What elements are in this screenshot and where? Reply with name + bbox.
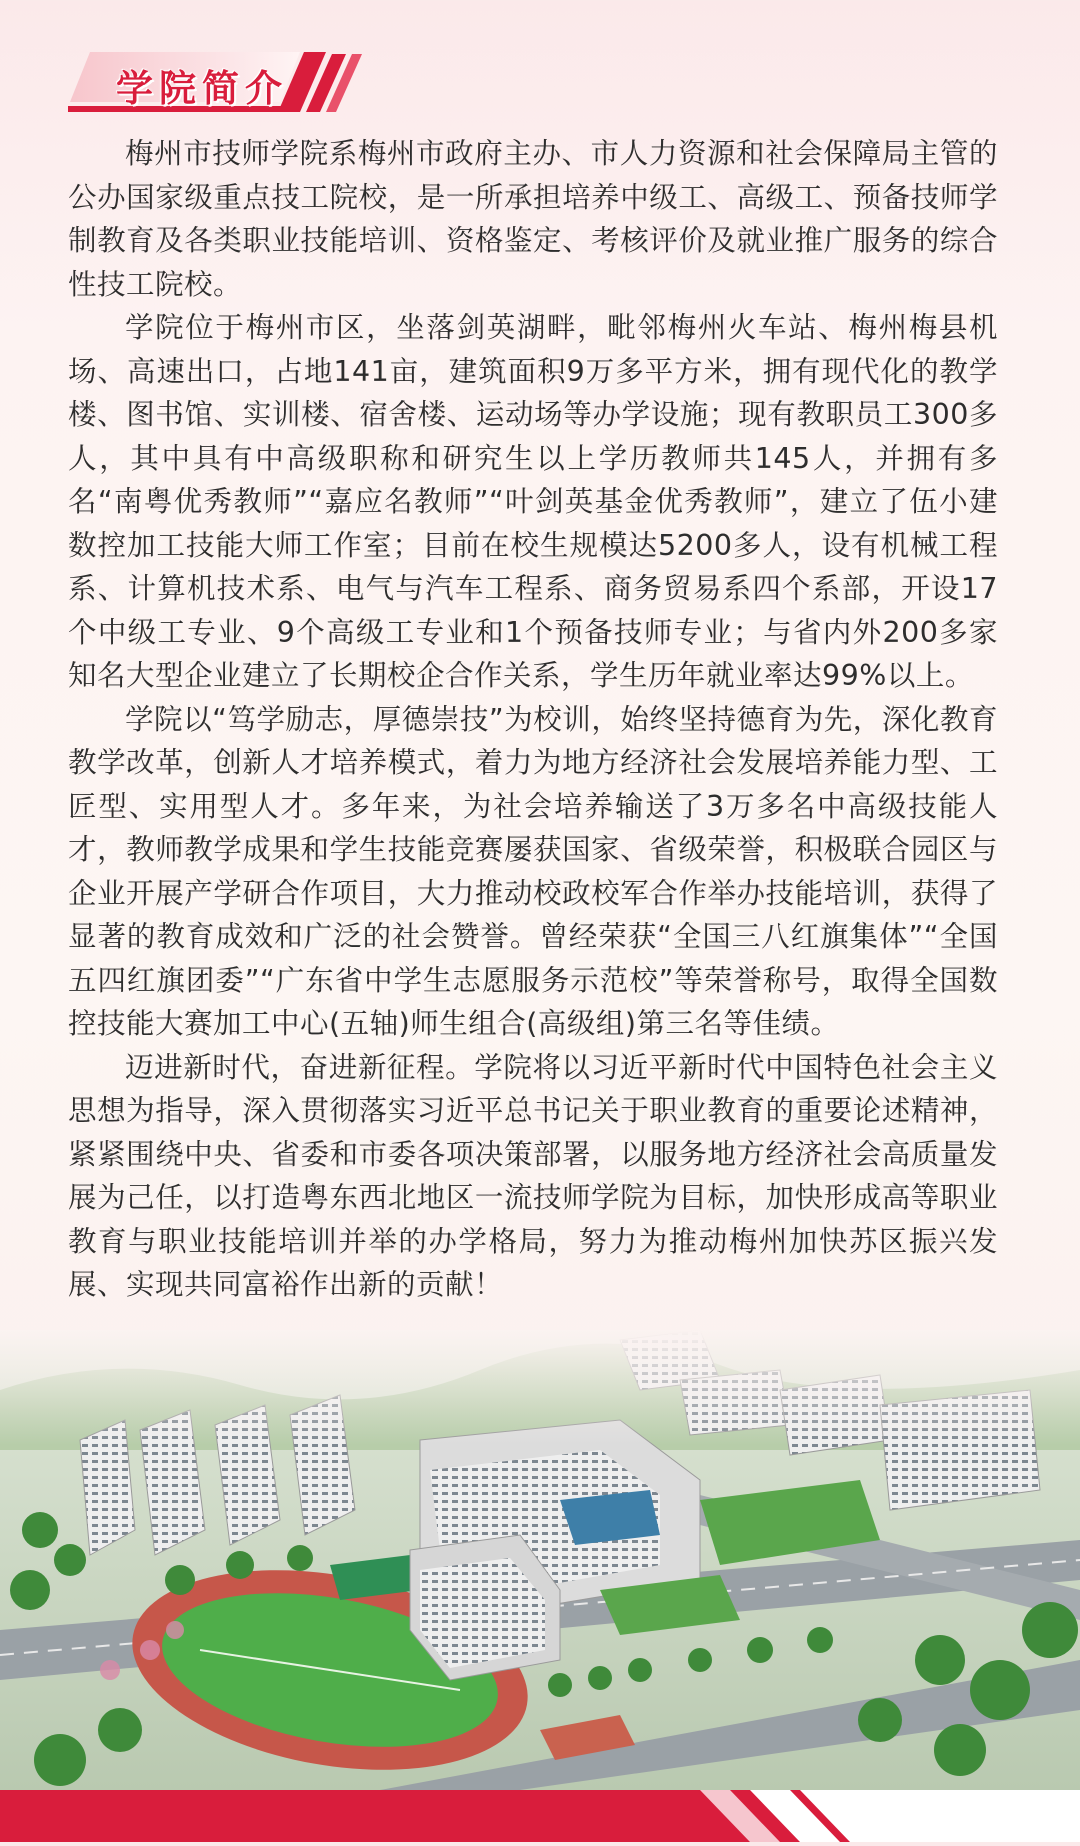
intro-paragraph: 学院位于梅州市区，坐落剑英湖畔，毗邻梅州火车站、梅州梅县机场、高速出口，占地141亩，建筑面积9万多平方米，拥有现代化的教学楼、图书馆、实训楼、宿舍楼、运动场等办学设施；现有教职员工300多人，其中具有中高级职称和研究生以上学历教师共145人，并拥有多名“南粤优秀教师”“嘉应名教师”“叶剑英基金优秀教师”，建立了伍小建数控加工技能大师工作室；目前在校生规模达5200多人，设有机械工程系、计算机技术系、电气与汽车工程系、商务贸易系四个系部，开设17个中级工专业、9个高级工专业和1个预备技师专业；与省内外200多家知名大型企业建立了长期校企合作关系，学生历年就业率达99%以上。 xyxy=(68,311,998,692)
section-title-banner xyxy=(68,50,368,120)
intro-paragraph: 梅州市技师学院系梅州市政府主办、市人力资源和社会保障局主管的公办国家级重点技工院校，是一所承担培养中级工、高级工、预备技师学制教育及各类职业技能培训、资格鉴定、考核评价及就业推广服务的综合性技工院校。 xyxy=(68,137,998,301)
campus-illustration xyxy=(0,1330,1080,1790)
page-title: 学院简介 xyxy=(116,67,288,110)
intro-paragraph: 迈进新时代，奋进新征程。学院将以习近平新时代中国特色社会主义思想为指导，深入贯彻落实习近平总书记关于职业教育的重要论述精神，紧紧围绕中央、省委和市委各项决策部署，以服务地方经济社会高质量发展为己任，以打造粤东西北地区一流技师学院为目标，加快形成高等职业教育与职业技能培训并举的办学格局，努力为推动梅州加快苏区振兴发展、实现共同富裕作出新的贡献！ xyxy=(68,1050,998,1301)
intro-text xyxy=(68,132,998,1307)
intro-paragraph: 学院以“笃学励志，厚德崇技”为校训，始终坚持德育为先，深化教育教学改革，创新人才培养模式，着力为地方经济社会发展培养能力型、工匠型、实用型人才。多年来，为社会培养输送了3万多名中高级技能人才，教师教学成果和学生技能竞赛屡获国家、省级荣誉，积极联合园区与企业开展产学研合作项目，大力推动校政校军合作举办技能培训，获得了显著的教育成效和广泛的社会赞誉。曾经荣获“全国三八红旗集体”“全国五四红旗团委”“广东省中学生志愿服务示范校”等荣誉称号，取得全国数控技能大赛加工中心(五轴)师生组合(高级组)第三名等佳绩。 xyxy=(68,702,998,1040)
campus-aerial-image xyxy=(0,1330,1080,1790)
footer-band-shape xyxy=(0,1790,1080,1842)
footer-band xyxy=(0,1790,1080,1842)
